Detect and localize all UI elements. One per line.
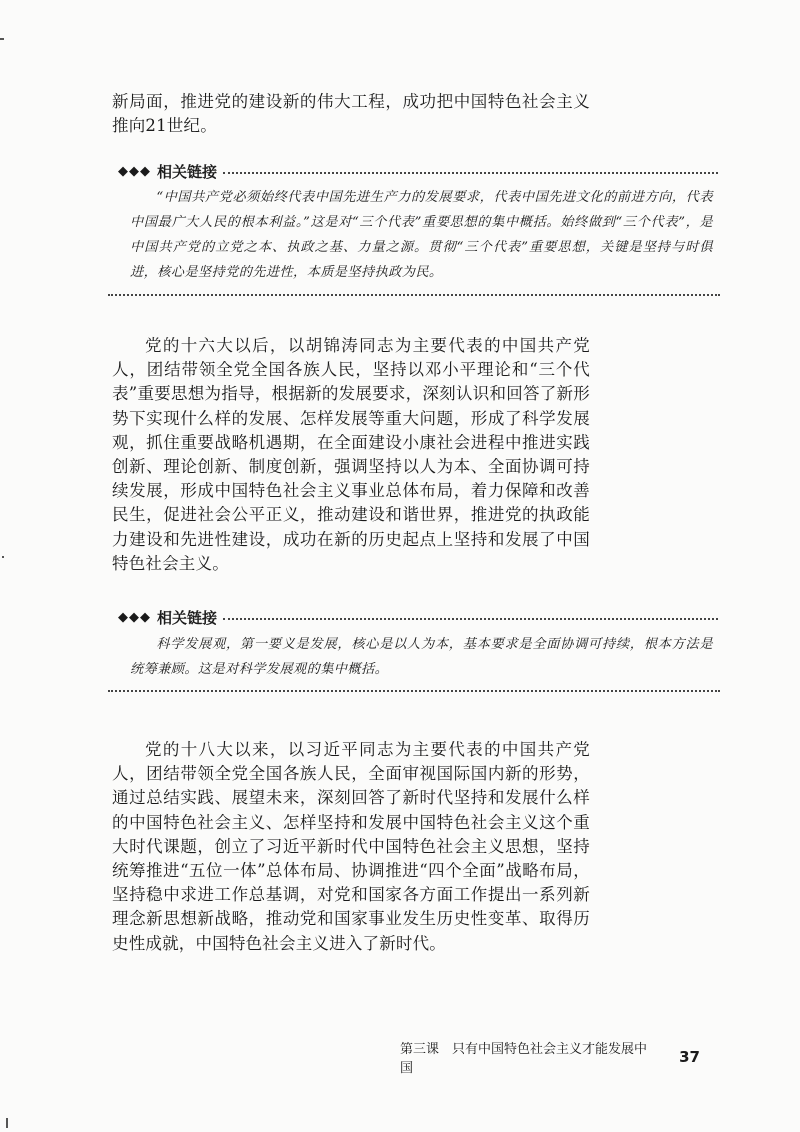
page-footer bbox=[400, 1042, 700, 1076]
scan-edge-mark-middle bbox=[2, 556, 4, 558]
related-link-body-1: “中国共产党必须始终代表中国先进生产力的发展要求，代表中国先进文化的前进方向，代表中国最广大人民的根本利益。”这是对“三个代表”重要思想的集中概括。始终做到“三个代表”，是中国共产党的立党之本、执政之基、力量之源。贯彻“三个代表”重要思想，关键是坚持与时俱进，核心是坚持党的先进性，本质是坚持执政为民。 bbox=[130, 190, 713, 280]
page-number: 37 bbox=[679, 1048, 700, 1066]
related-link-heading-1 bbox=[118, 160, 718, 182]
dotted-leader bbox=[223, 618, 718, 620]
opening-paragraph: 新局面，推进党的建设新的伟大工程，成功把中国特色社会主义推向21世纪。 bbox=[112, 92, 590, 136]
footer-chapter-title: 第三课 只有中国特色社会主义才能发展中国 bbox=[400, 1042, 648, 1076]
diamond-bullets-icon: ◆◆◆ bbox=[118, 609, 151, 625]
related-link-divider-2 bbox=[108, 690, 720, 692]
scan-edge-mark-top bbox=[0, 38, 4, 40]
paragraph-eighteenth-congress: 党的十八大以来，以习近平同志为主要代表的中国共产党人，团结带领全党全国各族人民，全面审视国际国内新的形势，通过总结实践、展望未来，深刻回答了新时代坚持和发展什么样的中国特色社会主义、怎样坚持和发展中国特色社会主义这个重大时代课题，创立了习近平新时代中国特色社会主义思想，坚持统筹推进“五位一体”总体布局、协调推进“四个全面”战略布局，坚持稳中求进工作总基调，对党和国家各方面工作提出一系列新理念新思想新战略，推动党和国家事业发生历史性变革、取得历史性成就，中国特色社会主义进入了新时代。 bbox=[112, 740, 590, 953]
dotted-leader bbox=[223, 172, 718, 174]
related-link-heading-2 bbox=[118, 606, 718, 628]
related-link-label: 相关链接 bbox=[157, 608, 218, 627]
scan-edge-mark-bottom bbox=[6, 1118, 8, 1128]
related-link-divider-1 bbox=[108, 294, 720, 296]
paragraph-sixteenth-congress: 党的十六大以后，以胡锦涛同志为主要代表的中国共产党人，团结带领全党全国各族人民，坚持以邓小平理论和“三个代表”重要思想为指导，根据新的发展要求，深刻认识和回答了新形势下实现什么样的发展、怎样发展等重大问题，形成了科学发展观，抓住重要战略机遇期，在全面建设小康社会进程中推进实践创新、理论创新、制度创新，强调坚持以人为本、全面协调可持续发展，形成中国特色社会主义事业总体布局，着力保障和改善民生，促进社会公平正义，推动建设和谐世界，推进党的执政能力建设和先进性建设，成功在新的历史起点上坚持和发展了中国特色社会主义。 bbox=[112, 336, 590, 573]
related-link-label: 相关链接 bbox=[157, 162, 218, 181]
diamond-bullets-icon: ◆◆◆ bbox=[118, 163, 151, 179]
related-link-body-2: 科学发展观，第一要义是发展，核心是以人为本，基本要求是全面协调可持续，根本方法是统筹兼顾。这是对科学发展观的集中概括。 bbox=[130, 637, 713, 677]
